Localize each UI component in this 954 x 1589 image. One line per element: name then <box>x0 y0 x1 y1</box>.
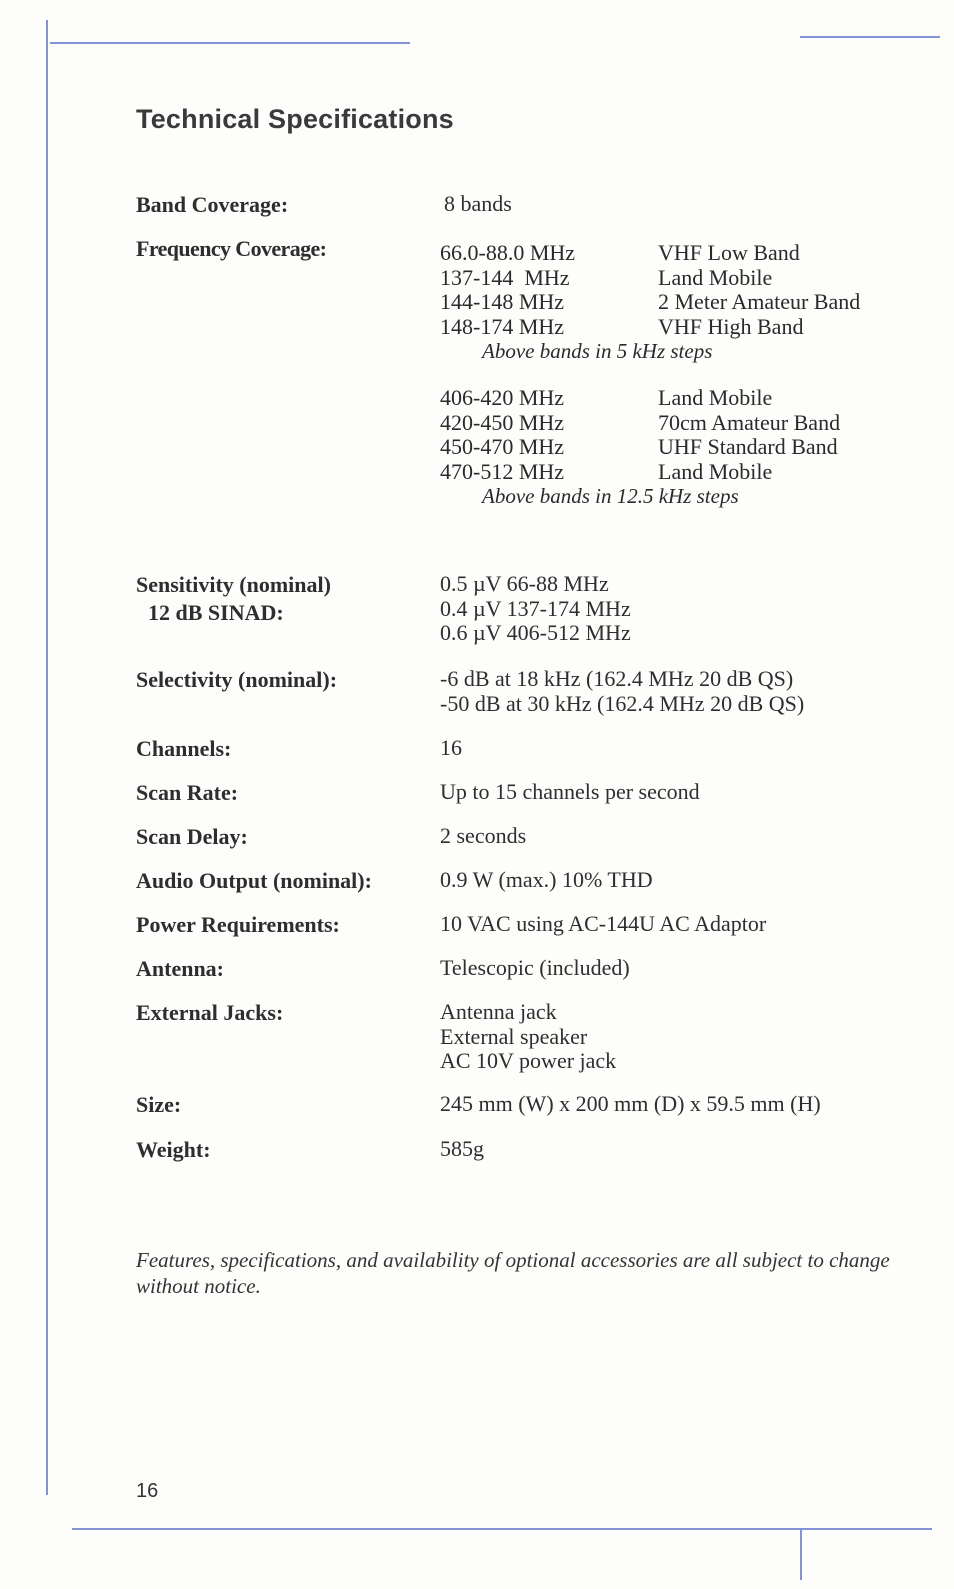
freq-range: 137-144 MHz <box>440 264 570 290</box>
external-jacks-label: External Jacks: <box>136 1000 284 1025</box>
sensitivity-value: 0.5 µV 66-88 MHz <box>440 571 609 596</box>
freq-range: 66.0-88.0 MHz <box>440 240 576 265</box>
freq-desc: VHF Low Band <box>658 240 800 265</box>
sinad-label: 12 dB SINAD: <box>148 600 284 625</box>
antenna-label: Antenna: <box>136 956 225 981</box>
bottom-right-tick <box>800 1530 802 1580</box>
power-label: Power Requirements: <box>136 912 340 937</box>
freq-range: 450-470 MHz <box>440 434 565 459</box>
band-coverage-label: Band Coverage: <box>136 192 289 217</box>
page-title: Technical Specifications <box>136 104 454 134</box>
size-value: 245 mm (W) x 200 mm (D) x 59.5 mm (H) <box>440 1091 821 1116</box>
uhf-step-note: Above bands in 12.5 kHz steps <box>482 484 739 508</box>
external-jack-value: Antenna jack <box>440 999 557 1024</box>
scan-delay-label: Scan Delay: <box>136 824 248 849</box>
freq-range: 406-420 MHz <box>440 385 565 410</box>
frequency-coverage-label: Frequency Coverage: <box>136 236 327 261</box>
bottom-rule <box>72 1528 932 1530</box>
scan-rate-label: Scan Rate: <box>136 780 239 805</box>
freq-range: 470-512 MHz <box>440 458 565 484</box>
external-jack-value: External speaker <box>440 1023 588 1049</box>
top-right-rule <box>800 36 940 38</box>
top-left-rule <box>50 42 410 44</box>
scan-rate-value: Up to 15 channels per second <box>440 779 700 804</box>
sensitivity-value: 0.4 µV 137-174 MHz <box>440 595 631 621</box>
sensitivity-value: 0.6 µV 406-512 MHz <box>440 620 631 645</box>
selectivity-label: Selectivity (nominal): <box>136 667 338 692</box>
freq-range: 420-450 MHz <box>440 409 565 435</box>
freq-desc: 70cm Amateur Band <box>658 409 841 435</box>
scan-delay-value: 2 seconds <box>440 823 527 848</box>
weight-value: 585g <box>440 1136 484 1161</box>
left-margin-line <box>46 20 48 1495</box>
audio-output-label: Audio Output (nominal): <box>136 868 372 893</box>
selectivity-value: -50 dB at 30 kHz (162.4 MHz 20 dB QS) <box>440 690 805 716</box>
freq-desc: UHF Standard Band <box>658 434 838 459</box>
freq-range: 148-174 MHz <box>440 313 565 339</box>
freq-desc: 2 Meter Amateur Band <box>658 289 861 314</box>
antenna-value: Telescopic (included) <box>440 955 630 980</box>
weight-label: Weight: <box>136 1137 211 1162</box>
sensitivity-label: Sensitivity (nominal) <box>136 572 331 597</box>
vhf-step-note: Above bands in 5 kHz steps <box>482 339 713 363</box>
freq-desc: Land Mobile <box>658 458 773 484</box>
channels-label: Channels: <box>136 736 232 761</box>
freq-range: 144-148 MHz <box>440 289 565 314</box>
page-number: 16 <box>136 1480 159 1502</box>
disclaimer-note: Features, specifications, and availability of optional accessories are all subject to change without notice. <box>136 1248 890 1298</box>
audio-output-value: 0.9 W (max.) 10% THD <box>440 867 653 892</box>
freq-desc: VHF High Band <box>658 313 804 339</box>
channels-value: 16 <box>440 735 462 760</box>
external-jack-value: AC 10V power jack <box>440 1048 617 1073</box>
size-label: Size: <box>136 1092 182 1117</box>
freq-desc: Land Mobile <box>658 385 773 410</box>
freq-desc: Land Mobile <box>658 264 773 290</box>
selectivity-value: -6 dB at 18 kHz (162.4 MHz 20 dB QS) <box>440 666 794 691</box>
power-value: 10 VAC using AC-144U AC Adaptor <box>440 911 767 936</box>
band-coverage-value: 8 bands <box>444 191 512 216</box>
